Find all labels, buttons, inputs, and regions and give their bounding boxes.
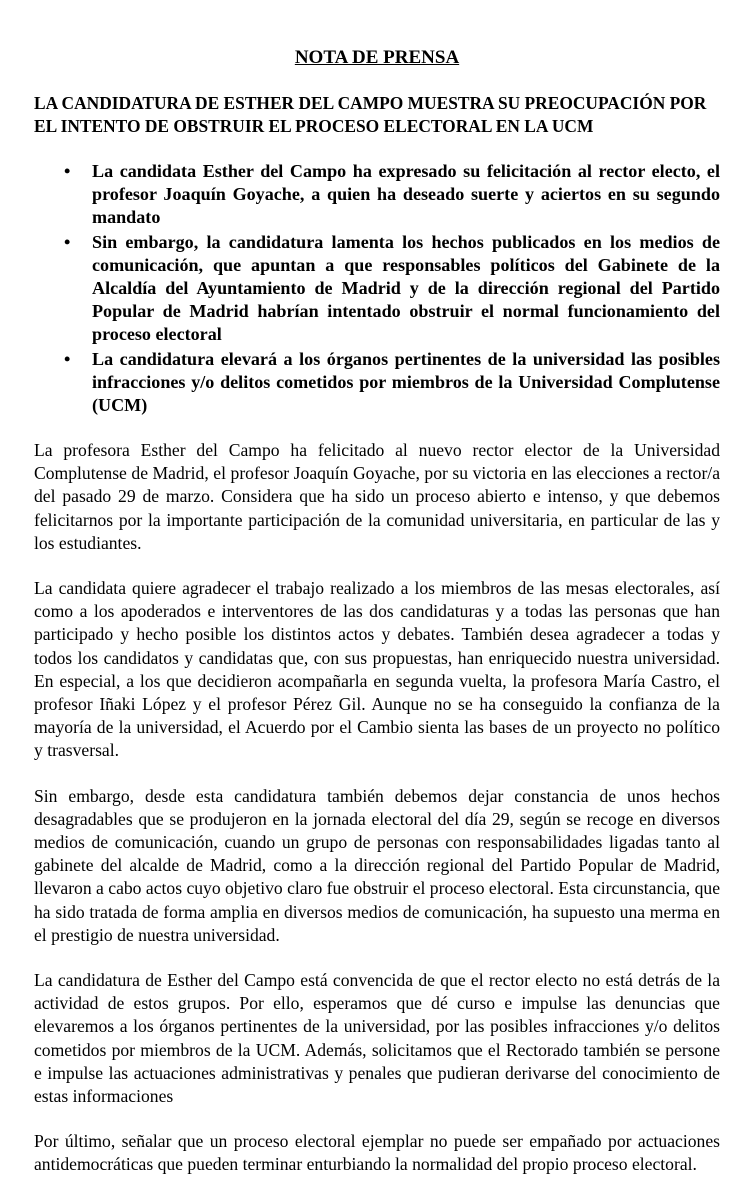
body-paragraph-thanks: La candidata quiere agradecer el trabajo realizado a los miembros de las mesas electorales, así como a los apoderados e interventores de las dos candidaturas y a todas las personas que han participado y hecho posible los distintos actos y debates. También desea agradecer a todas y todos los candidatos y candidatas que, con sus propuestas, han enriquecido nuestra universidad. En especial, a los que decidieron acompañarla en segunda vuelta, la profesora María Castro, el profesor Iñaki López y el profesor Pérez Gil. Aunque no se ha conseguido la confianza de la mayoría de la universidad, el Acuerdo por el Cambio sienta las bases de un proyecto no político y trasversal. <box>34 578 720 761</box>
summary-bullet-list <box>34 160 720 417</box>
bullet-text: La candidata Esther del Campo ha expresado su felicitación al rector electo, el profesor Joaquín Goyache, a quien ha deseado suerte y aciertos en su segundo mandato <box>92 161 720 227</box>
bullet-text: Sin embargo, la candidatura lamenta los hechos publicados en los medios de comunicación, que apuntan a que responsables políticos del Gabinete de la Alcaldía del Ayuntamiento de Madrid y de la dirección regional del Partido Popular de Madrid habrían intentado obstruir el normal funcionamiento del proceso electoral <box>92 232 720 344</box>
press-release-title: NOTA DE PRENSA <box>294 47 460 68</box>
bullet-text: La candidatura elevará a los órganos pertinentes de la universidad las posibles infracciones y/o delitos cometidos por miembros de la Universidad Complutense (UCM) <box>92 349 720 415</box>
summary-bullet-item <box>34 231 720 346</box>
body-paragraph-incidents: Sin embargo, desde esta candidatura también debemos dejar constancia de unos hechos desagradables que se produjeron en la jornada electoral del día 29, según se recoge en diversos medios de comunicación, cuando un grupo de personas con responsabilidades ligadas tanto al gabinete del alcalde de Madrid, como a la dirección regional del Partido Popular de Madrid, llevaron a cabo actos cuyo objetivo claro fue obstruir el proceso electoral. Esta circunstancia, que ha sido tratada de forma amplia en diversos medios de comunicación, ha supuesto una merma en el prestigio de nuestra universidad. <box>34 785 720 945</box>
headline: LA CANDIDATURA DE ESTHER DEL CAMPO MUESTRA SU PREOCUPACIÓN POR EL INTENTO DE OBSTRUIR EL PROCESO ELECTORAL EN LA UCM <box>34 93 707 136</box>
bullet-icon: • <box>64 232 71 252</box>
body-paragraph-complaints: La candidatura de Esther del Campo está convencida de que el rector electo no está detrás de la actividad de estos grupos. Por ello, esperamos que dé curso e impulse las denuncias que elevaremos a los órganos pertinentes de la universidad, por las posibles infracciones y/o delitos cometidos por miembros de la UCM. Además, solicitamos que el Rectorado también se persone e impulse las actuaciones administrativas y penales que pudieran derivarse del conocimiento de estas informaciones <box>34 970 720 1107</box>
bullet-icon: • <box>64 349 71 369</box>
summary-bullet-item <box>34 348 720 417</box>
body-paragraph-closing: Por último, señalar que un proceso electoral ejemplar no puede ser empañado por actuaciones antidemocráticas que pueden terminar enturbiando la normalidad del propio proceso electoral. <box>34 1131 720 1175</box>
bullet-icon: • <box>64 161 71 181</box>
body-paragraph-congratulation: La profesora Esther del Campo ha felicitado al nuevo rector elector de la Universidad Complutense de Madrid, el profesor Joaquín Goyache, por su victoria en las elecciones a rector/a del pasado 29 de marzo. Considera que ha sido un proceso abierto e intenso, y que debemos felicitarnos por la importante participación de la comunidad universitaria, en particular de las y los estudiantes. <box>34 440 720 553</box>
summary-bullet-item <box>34 160 720 229</box>
